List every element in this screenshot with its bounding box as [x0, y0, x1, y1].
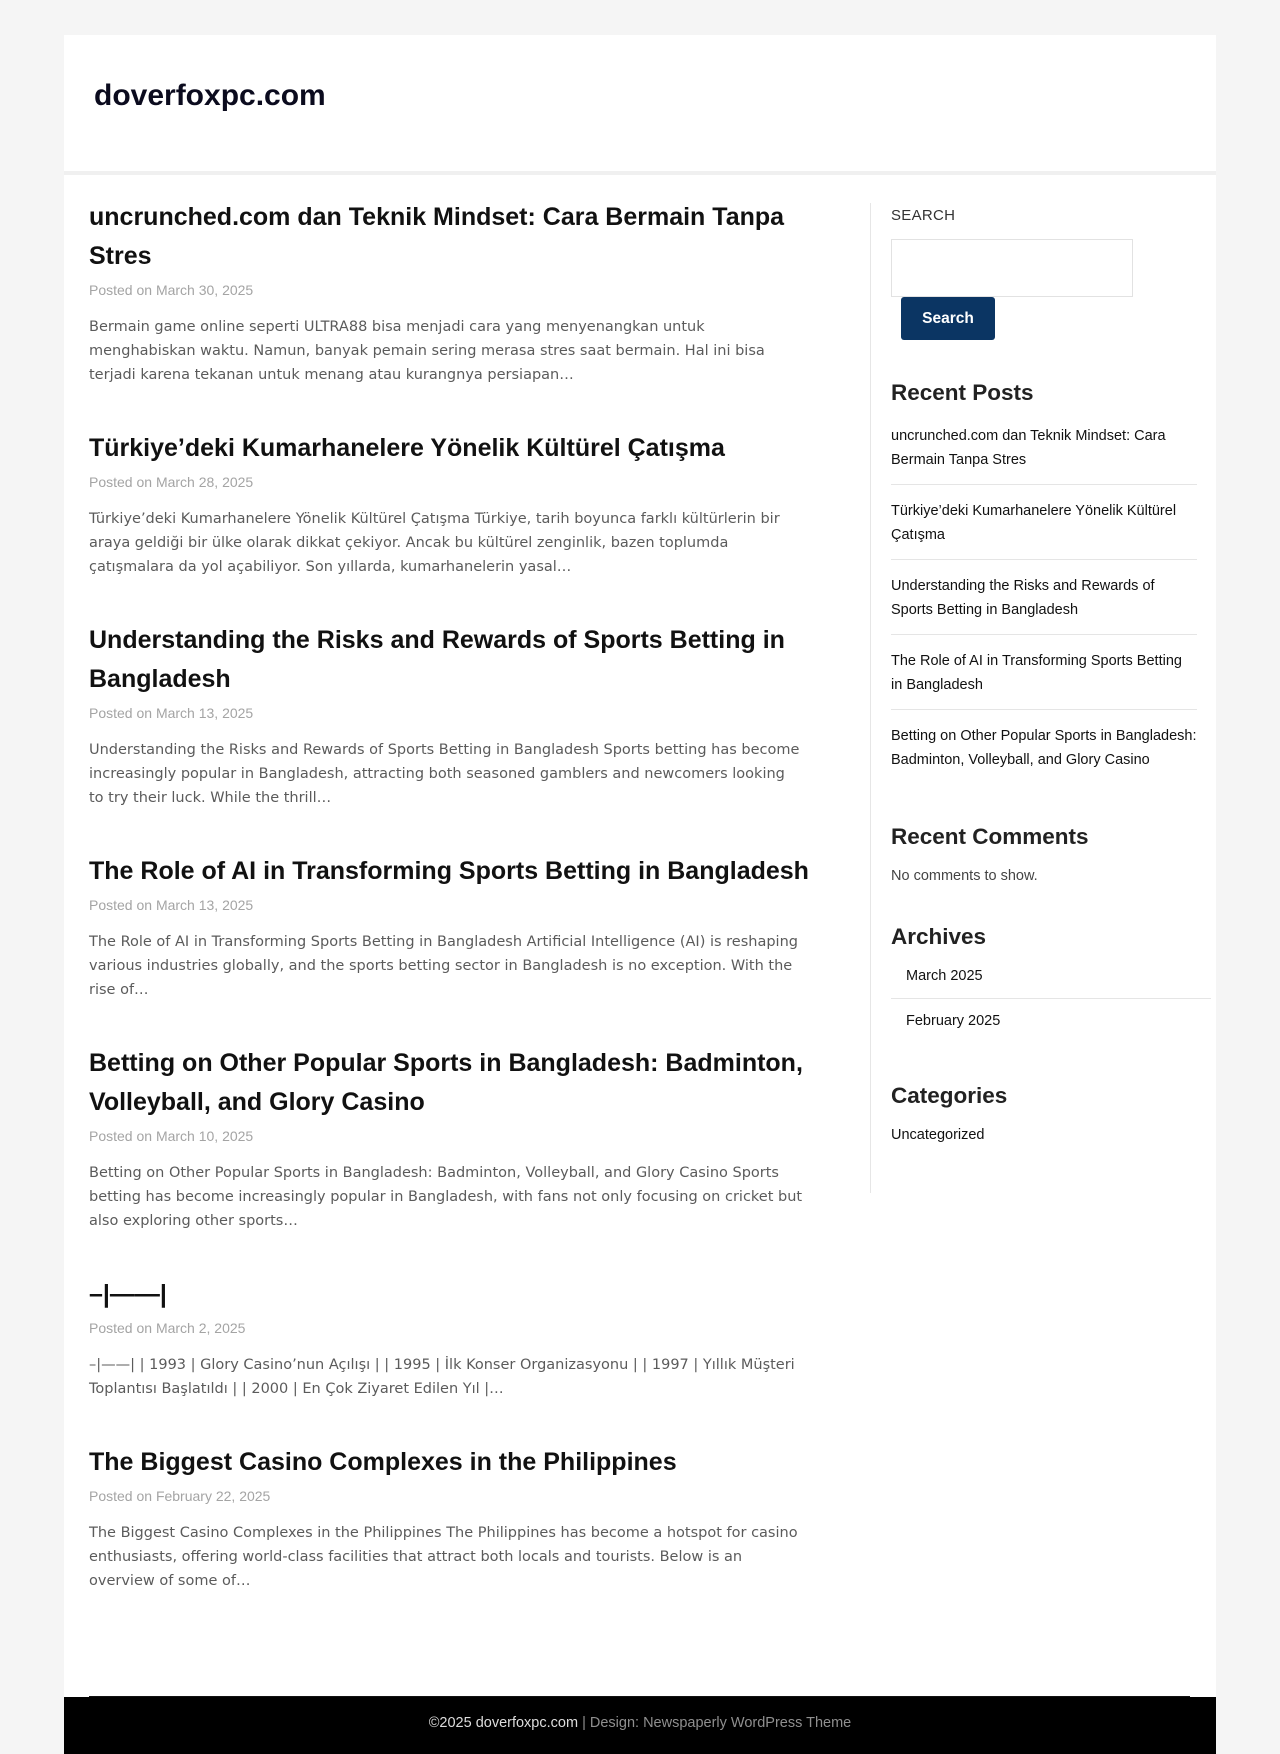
- site-header: [64, 35, 1216, 175]
- page-container: [64, 35, 1216, 1754]
- categories-title: Categories: [891, 1083, 1008, 1108]
- post-title-link[interactable]: The Role of AI in Transforming Sports Betting in Bangladesh: [89, 857, 809, 885]
- post-excerpt: Türkiye’deki Kumarhanelere Yönelik Kültürel Çatışma Türkiye, tarih boyunca farklı kültürlerin bir araya geldiği bir ülke olarak dikkat çekiyor. Ancak bu kültürel zenginlik, bazen toplumda çatışmalara da yol açabiliyor. Son yıllarda, kumarhanelerin yasal…: [89, 511, 780, 575]
- sidebar: [891, 203, 1197, 1143]
- no-comments-text: No comments to show.: [891, 868, 1038, 884]
- archive-link[interactable]: March 2025: [891, 968, 1211, 999]
- archive-link[interactable]: February 2025: [906, 1013, 1001, 1029]
- recent-comments-title: Recent Comments: [891, 824, 1089, 849]
- sidebar-divider: [870, 203, 871, 1193]
- post-date: Posted on February 22, 2025: [89, 1488, 271, 1504]
- post-title-link[interactable]: uncrunched.com dan Teknik Mindset: Cara Bermain Tanpa Stres: [89, 203, 785, 270]
- post-excerpt: The Role of AI in Transforming Sports Betting in Bangladesh Artificial Intelligence (AI) is reshaping various industries globally, and the sports betting sector in Bangladesh is no exception. With the rise of…: [89, 934, 798, 998]
- post-title-link[interactable]: –|——|: [89, 1280, 167, 1308]
- recent-post-link[interactable]: The Role of AI in Transforming Sports Betting in Bangladesh: [891, 649, 1197, 710]
- post-excerpt: Betting on Other Popular Sports in Bangladesh: Badminton, Volleyball, and Glory Casino Sports betting has become increasingly popular in Bangladesh, with fans not only focusing on cricket but also exploring other sports…: [89, 1165, 803, 1229]
- post-title-link[interactable]: Türkiye’deki Kumarhanelere Yönelik Kültürel Çatışma: [89, 434, 725, 462]
- recent-posts-title: Recent Posts: [891, 380, 1034, 405]
- footer-copyright[interactable]: ©2025 doverfoxpc.com: [428, 1715, 579, 1731]
- post-title-link[interactable]: The Biggest Casino Complexes in the Philippines: [89, 1448, 677, 1476]
- post-item: [89, 198, 809, 387]
- post-item: [89, 429, 809, 579]
- post-list: [89, 198, 809, 1635]
- categories-list: [891, 1127, 1197, 1143]
- post-date: Posted on March 28, 2025: [89, 474, 254, 490]
- recent-post-link[interactable]: uncrunched.com dan Teknik Mindset: Cara Bermain Tanpa Stres: [891, 424, 1197, 485]
- post-item: [89, 621, 809, 810]
- post-title-link[interactable]: Betting on Other Popular Sports in Bangladesh: Badminton, Volleyball, and Glory Casino: [89, 1049, 803, 1116]
- post-excerpt: –|——| | 1993 | Glory Casino’nun Açılışı | | 1995 | İlk Konser Organizasyonu | | 1997 | Yıllık Müşteri Toplantısı Başlatıldı | | 2000 | En Çok Ziyaret Edilen Yıl |…: [89, 1357, 795, 1397]
- post-date: Posted on March 13, 2025: [89, 897, 254, 913]
- post-title-link[interactable]: Understanding the Risks and Rewards of Sports Betting in Bangladesh: [89, 626, 785, 693]
- search-input[interactable]: [891, 239, 1133, 297]
- search-label: SEARCH: [891, 207, 956, 224]
- archives-list: [891, 968, 1197, 1043]
- category-link[interactable]: Uncategorized: [891, 1127, 985, 1143]
- recent-post-link[interactable]: Betting on Other Popular Sports in Bangladesh: Badminton, Volleyball, and Glory Casino: [891, 728, 1197, 768]
- recent-posts-list: [891, 424, 1197, 784]
- site-footer: [64, 1697, 1216, 1754]
- post-date: Posted on March 10, 2025: [89, 1128, 254, 1144]
- footer-separator: |: [578, 1715, 590, 1731]
- recent-post-link[interactable]: Understanding the Risks and Rewards of Sports Betting in Bangladesh: [891, 574, 1197, 635]
- post-item: [89, 1443, 809, 1593]
- archives-title: Archives: [891, 924, 987, 949]
- search-button[interactable]: Search: [901, 297, 995, 340]
- post-item: [89, 1275, 809, 1401]
- site-title-link[interactable]: doverfoxpc.com: [94, 79, 326, 112]
- post-date: Posted on March 2, 2025: [89, 1320, 246, 1336]
- post-excerpt: Bermain game online seperti ULTRA88 bisa menjadi cara yang menyenangkan untuk menghabiskan waktu. Namun, banyak pemain sering merasa stres saat bermain. Hal ini bisa terjadi karena tekanan untuk menang atau kurangnya persiapan…: [89, 319, 765, 383]
- post-item: [89, 1044, 809, 1233]
- post-date: Posted on March 13, 2025: [89, 705, 254, 721]
- footer-design-credit[interactable]: Design: Newspaperly WordPress Theme: [589, 1715, 852, 1731]
- post-excerpt: The Biggest Casino Complexes in the Philippines The Philippines has become a hotspot for casino enthusiasts, offering world-class facilities that attract both locals and tourists. Below is an overview of some of…: [89, 1525, 798, 1589]
- post-excerpt: Understanding the Risks and Rewards of Sports Betting in Bangladesh Sports betting has become increasingly popular in Bangladesh, attracting both seasoned gamblers and newcomers looking to try their luck. While the thrill…: [89, 742, 800, 806]
- post-date: Posted on March 30, 2025: [89, 282, 254, 298]
- post-item: [89, 852, 809, 1002]
- recent-post-link[interactable]: Türkiye’deki Kumarhanelere Yönelik Kültürel Çatışma: [891, 499, 1197, 560]
